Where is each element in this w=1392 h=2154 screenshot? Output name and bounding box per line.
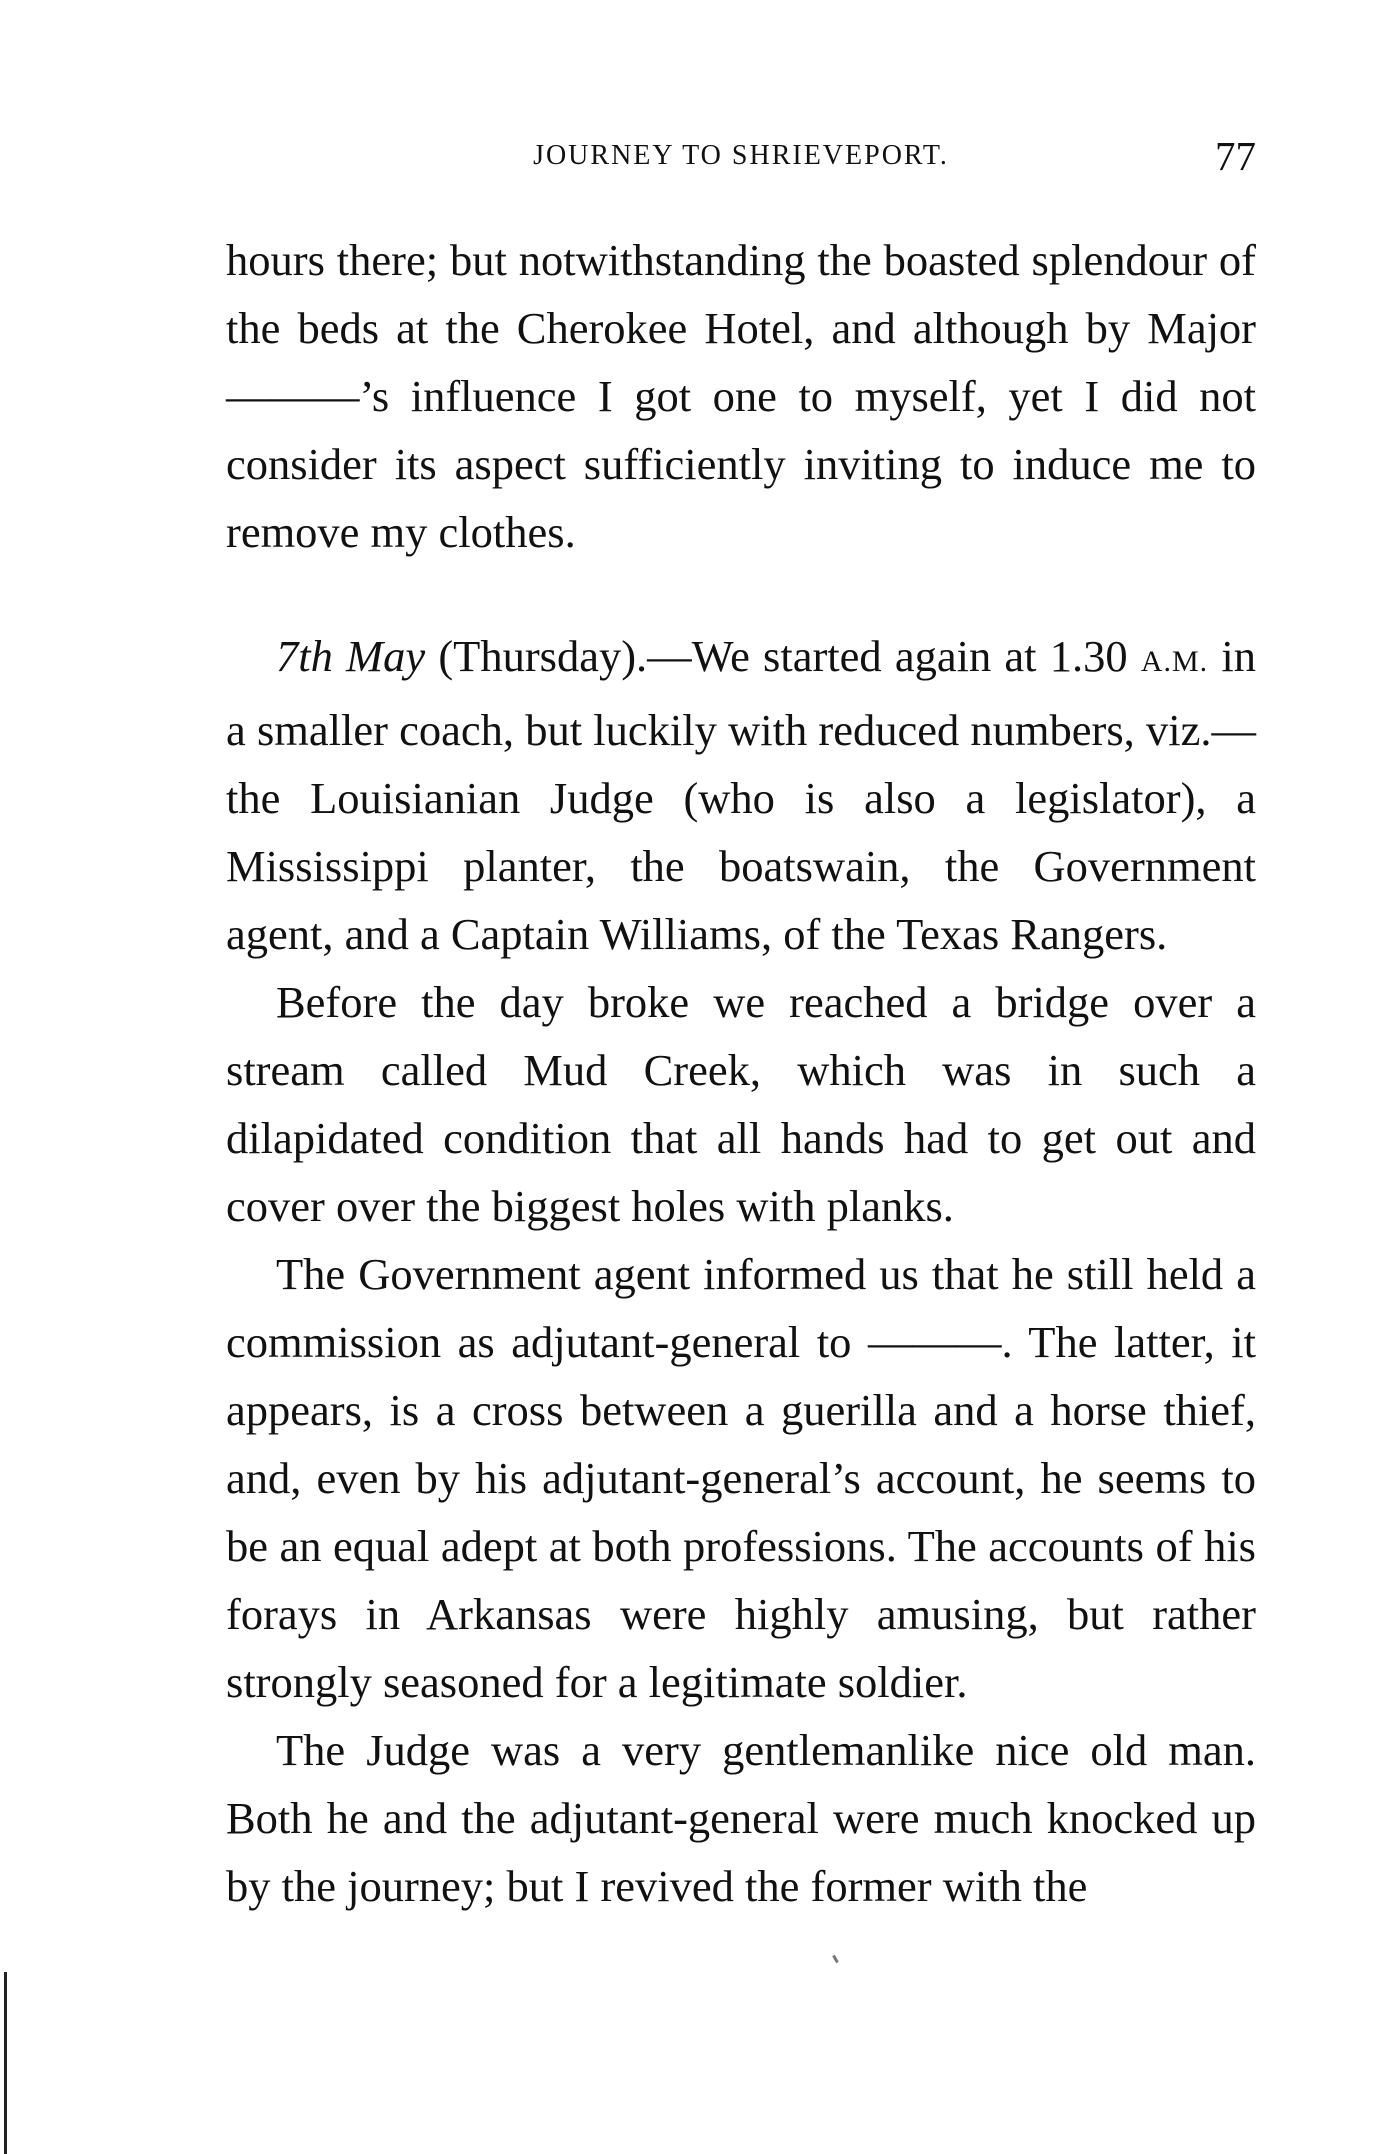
entry-day: (Thursday). [425,631,648,681]
paragraph-1: hours there; but notwithstanding the boasted splendour of the beds at the Cherokee Hotel, and although by Major ———’s influence I got one to myself, yet I did not consider its aspect sufficiently inviting to induce me to remove my clothes. [226,235,1256,557]
paragraph-2-text-b: in a smaller coach, but luckily with reduced numbers, viz.—the Louisianian Judge (who is also a legislator), a Mississippi planter, the boatswain, the Government agent, and a Captain Williams, of the Texas Rangers. [226,631,1256,959]
scan-speck [832,1955,839,1963]
time-abbrev: A.M. [1140,645,1209,678]
scan-margin-rule [4,1972,7,2154]
paragraph-2-text-a: —We started again at 1.30 [647,631,1141,681]
body-text [226,226,1256,1920]
paragraph-4: The Government agent informed us that he still held a commission as adjutant-general to ———. The latter, it appears, is a cross between a guerilla and a horse thief, and, even by his adjutant-general’s account, he seems to be an equal adept at both professions. The accounts of his forays in Arkansas were highly amusing, but rather strongly seasoned for a legitimate soldier. [226,1249,1256,1707]
paragraph-5: The Judge was a very gentlemanlike nice old man. Both he and the adjutant-general were much knocked up by the journey; but I revived the former with the [226,1725,1256,1911]
entry-date: 7th May [276,631,426,681]
running-head [226,128,1256,188]
running-title: JOURNEY TO SHRIEVEPORT. [533,140,949,171]
paragraph-3: Before the day broke we reached a bridge over a stream called Mud Creek, which was in such a dilapidated condition that all hands had to get out and cover over the biggest holes with planks. [226,977,1256,1231]
paragraph-2 [226,622,1256,968]
page-number: 77 [1215,133,1256,179]
